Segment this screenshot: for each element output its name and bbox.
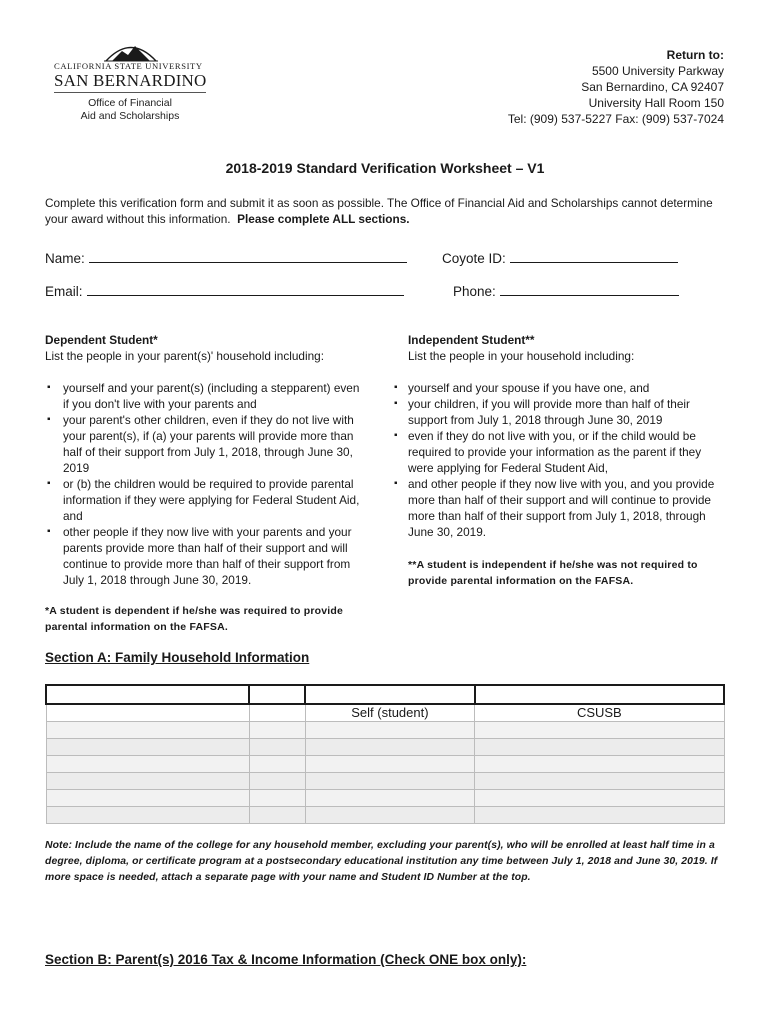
address-line: San Bernardino, CA 92407 — [581, 80, 724, 94]
list-item: ▪ or (b) the children would be required to provide parental information if they were applying for Federal Student Aid, and — [45, 476, 367, 524]
table-row — [46, 738, 724, 755]
page-title: 2018-2019 Standard Verification Worksheet – V1 — [225, 160, 545, 176]
list-item: ▪ yourself and your spouse if you have one, and — [392, 380, 728, 396]
address-line: University Hall Room 150 — [588, 96, 724, 110]
independent-subheading: List the people in your household including: — [408, 349, 635, 363]
email-field[interactable] — [45, 283, 404, 299]
email-input-line[interactable] — [87, 283, 404, 296]
table-cell[interactable] — [475, 789, 724, 806]
table-cell[interactable] — [305, 721, 475, 738]
table-header-row — [46, 685, 724, 704]
intro-text — [45, 195, 725, 227]
table-cell[interactable] — [305, 738, 475, 755]
dependent-student-column — [45, 332, 367, 588]
list-item: ▪ yourself and your parent(s) (including a stepparent) even if you don't live with your parents and — [45, 380, 367, 412]
coyote-id-field[interactable] — [442, 250, 678, 266]
logo-divider — [54, 92, 206, 93]
table-cell[interactable] — [249, 721, 305, 738]
table-cell[interactable] — [305, 772, 475, 789]
list-item: ▪ even if they do not live with you, or if the child would be required to provide your information as the parent if they were applying for Federal Student Aid, — [392, 428, 728, 476]
college-note: Note: Include the name of the college for any household member, excluding your parent(s), who will be enrolled at least half time in a degree, diploma, or certificate program at a postsecondary educational institution any time between July 1, 2018 and June 30, 2019. If more space is needed, attach a separate page with your name and Student ID Number at the top. — [45, 840, 718, 883]
table-cell[interactable] — [46, 806, 249, 823]
dependent-subheading: List the people in your parent(s)' household including: — [45, 349, 325, 363]
table-row — [46, 772, 724, 789]
name-field[interactable] — [45, 250, 407, 266]
table-cell[interactable] — [46, 721, 249, 738]
table-cell[interactable] — [249, 755, 305, 772]
table-cell[interactable] — [46, 772, 249, 789]
dependent-footnote: *A student is dependent if he/she was required to provide parental information on the FAFSA. — [45, 605, 344, 633]
section-b-title: Section B: Parent(s) 2016 Tax & Income Information (Check ONE box only): — [45, 952, 527, 967]
table-row — [46, 789, 724, 806]
table-row — [46, 755, 724, 772]
phone-input-line[interactable] — [500, 283, 679, 296]
table-cell[interactable] — [46, 738, 249, 755]
household-table — [45, 684, 725, 824]
list-item: ▪ your children, if you will provide more than half of their support from July 1, 2018 through June 30, 2019 — [392, 396, 728, 428]
section-a-title: Section A: Family Household Information — [45, 650, 310, 665]
dependent-heading: Dependent Student* — [45, 333, 158, 347]
table-cell[interactable] — [305, 789, 475, 806]
table-cell[interactable] — [305, 806, 475, 823]
return-address — [508, 47, 724, 127]
table-row — [46, 806, 724, 823]
dependent-list — [45, 380, 367, 588]
phone-field[interactable] — [453, 283, 679, 299]
logo-line-3: Office of Financial — [88, 97, 172, 109]
independent-footnote: **A student is independent if he/she was not required to provide parental information on the FAFSA. — [408, 559, 698, 587]
name-label: Name: — [45, 251, 85, 266]
table-row — [46, 721, 724, 738]
table-cell[interactable] — [46, 789, 249, 806]
table-cell[interactable] — [249, 738, 305, 755]
address-line: 5500 University Parkway — [591, 64, 724, 78]
list-item: ▪ other people if they now live with your parents and your parents provide more than half of their support and will continue to provide more than half of their support from July 1, 2018 through June 30, 2019. — [45, 524, 367, 588]
name-cell[interactable] — [46, 704, 249, 721]
logo-line-2: SAN BERNARDINO — [54, 71, 207, 90]
coyote-label: Coyote ID: — [442, 251, 506, 266]
independent-student-column — [392, 332, 728, 540]
header-cell — [46, 685, 249, 704]
intro-bold: Please complete ALL sections. — [237, 212, 410, 226]
table-cell[interactable] — [475, 721, 724, 738]
table-cell[interactable] — [475, 755, 724, 772]
table-cell[interactable] — [305, 755, 475, 772]
header-cell — [249, 685, 305, 704]
independent-list — [392, 380, 728, 540]
mountain-arch-icon — [104, 40, 158, 62]
return-label: Return to: — [666, 48, 724, 62]
header-cell — [305, 685, 475, 704]
coyote-input-line[interactable] — [510, 250, 678, 263]
list-item: ▪ your parent's other children, even if they do not live with your parent(s), if (a) your parents will provide more than half of their support from July 1, 2018, through June 30, 2019 — [45, 412, 367, 476]
age-cell[interactable] — [249, 704, 305, 721]
table-cell[interactable] — [475, 806, 724, 823]
list-item: ▪ and other people if they now live with you, and you provide more than half of their support and will continue to provide more than half of their support from July 1, 2018, through June 30, 2019. — [392, 476, 728, 540]
independent-heading: Independent Student** — [408, 333, 535, 347]
college-cell: CSUSB — [475, 704, 724, 721]
table-cell[interactable] — [46, 755, 249, 772]
phone-label: Phone: — [453, 284, 496, 299]
table-cell[interactable] — [249, 789, 305, 806]
relationship-cell: Self (student) — [305, 704, 475, 721]
logo-line-1: CALIFORNIA STATE UNIVERSITY — [54, 61, 203, 71]
contact-line: Tel: (909) 537-5227 Fax: (909) 537-7024 — [507, 112, 724, 126]
table-cell[interactable] — [249, 806, 305, 823]
header-cell — [475, 685, 724, 704]
table-cell[interactable] — [475, 772, 724, 789]
intro-body: Complete this verification form and submit it as soon as possible. The Office of Financial Aid and Scholarships cannot determine your award without this information. — [45, 196, 713, 226]
email-label: Email: — [45, 284, 83, 299]
name-input-line[interactable] — [89, 250, 407, 263]
table-cell[interactable] — [475, 738, 724, 755]
table-row — [46, 704, 724, 721]
logo-line-4: Aid and Scholarships — [80, 110, 180, 122]
table-cell[interactable] — [249, 772, 305, 789]
